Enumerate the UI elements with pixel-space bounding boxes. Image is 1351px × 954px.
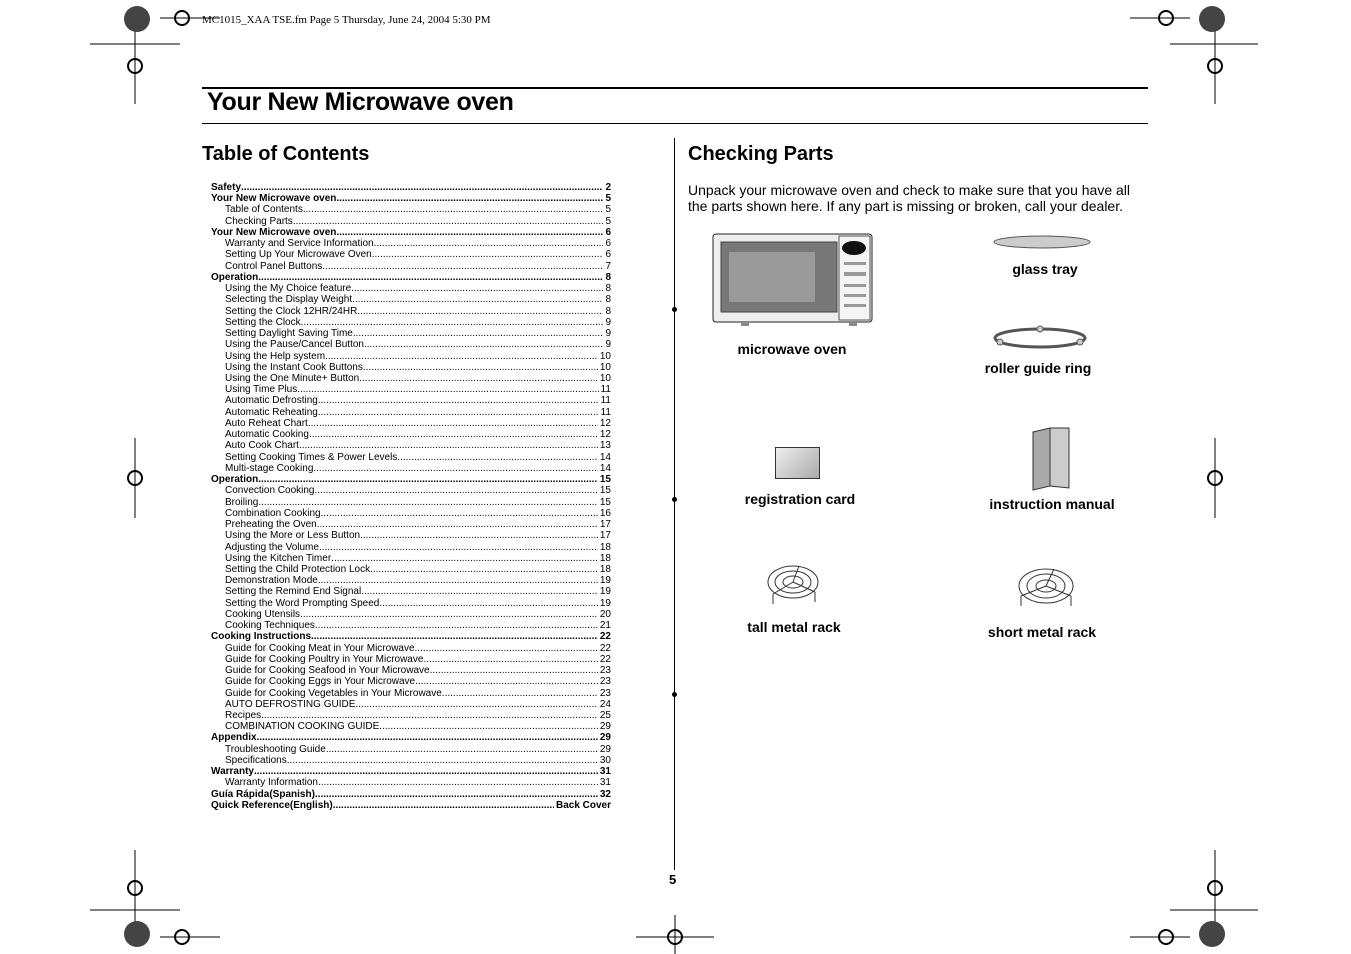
toc-entry-page: 6: [605, 249, 611, 261]
toc-entry[interactable]: [211, 620, 611, 631]
dot-leader: [355, 699, 597, 710]
dot-leader: [311, 631, 598, 642]
toc-entry[interactable]: [211, 777, 611, 788]
toc-entry-page: 15: [599, 485, 611, 497]
toc-entry-label: Using the Pause/Cancel Button: [225, 339, 364, 351]
toc-entry-label: Using the One Minute+ Button: [225, 372, 360, 384]
microwave-oven-label: microwave oven: [737, 341, 847, 357]
toc-entry-page: 5: [605, 204, 611, 216]
toc-entry-page: 29: [599, 732, 611, 744]
toc-entry-page: 5: [605, 193, 611, 205]
dot-leader: [322, 261, 603, 272]
toc-entry[interactable]: [211, 542, 611, 553]
toc-entry[interactable]: [211, 306, 611, 317]
toc-heading: Table of Contents: [202, 143, 370, 165]
bullet-dot: [672, 692, 677, 697]
toc-entry-label: Your New Microwave oven: [211, 226, 337, 238]
dot-leader: [361, 586, 598, 597]
microwave-oven-image: [711, 232, 875, 328]
dot-leader: [257, 732, 598, 743]
toc-entry[interactable]: [211, 710, 611, 721]
toc-entry[interactable]: [211, 204, 611, 215]
short-metal-rack-image: [1016, 566, 1076, 610]
tall-metal-rack-label: tall metal rack: [747, 619, 841, 635]
dot-leader: [357, 306, 603, 317]
dot-leader: [318, 407, 599, 418]
toc-entry-label: Setting Cooking Times & Power Levels: [225, 451, 398, 463]
toc-entry-label: Using the Instant Cook Buttons: [225, 361, 363, 373]
dot-leader: [261, 710, 598, 721]
toc-entry[interactable]: [211, 373, 611, 384]
toc-entry-label: Selecting the Display Weight: [225, 294, 353, 306]
toc-entry-label: Setting the Clock 12HR/24HR: [225, 305, 358, 317]
dot-leader: [313, 463, 598, 474]
toc-entry-page: 11: [600, 406, 611, 418]
toc-entry[interactable]: [211, 485, 611, 496]
toc-entry-page: 29: [599, 721, 611, 733]
toc-entry-page: 22: [599, 631, 611, 643]
dot-leader: [415, 643, 598, 654]
toc-entry-label: Cooking Techniques: [225, 620, 315, 632]
toc-entry-label: Your New Microwave oven: [211, 193, 337, 205]
toc-entry-label: COMBINATION COOKING GUIDE: [225, 721, 380, 733]
toc-entry-label: Setting the Remind End Signal: [225, 586, 362, 598]
dot-leader: [397, 452, 598, 463]
toc-entry[interactable]: [211, 317, 611, 328]
glass-tray-image: [991, 233, 1093, 251]
toc-entry-page: 11: [600, 384, 611, 396]
toc-entry-label: Guide for Cooking Meat in Your Microwave: [225, 642, 415, 654]
dot-leader: [326, 744, 598, 755]
dot-leader: [299, 440, 598, 451]
dot-leader: [331, 553, 598, 564]
dot-leader: [300, 609, 598, 620]
instruction-manual-label: instruction manual: [989, 496, 1115, 512]
toc-entry[interactable]: [211, 721, 611, 732]
toc-entry-page: 18: [599, 541, 611, 553]
dot-leader: [370, 564, 598, 575]
toc-entry-page: 5: [605, 215, 611, 227]
toc-entry-page: 32: [599, 788, 611, 800]
toc-entry[interactable]: [211, 732, 611, 743]
toc-entry-page: 22: [599, 642, 611, 654]
dot-leader: [315, 620, 598, 631]
dot-leader: [241, 182, 603, 193]
toc-entry-label: Cooking Utensils: [225, 608, 301, 620]
registration-card-image: [775, 447, 820, 479]
glass-tray-label: glass tray: [1012, 261, 1078, 277]
toc-entry[interactable]: [211, 429, 611, 440]
dot-leader: [293, 216, 604, 227]
toc-entry-label: Auto Cook Chart: [225, 440, 299, 452]
toc-entry-label: Multi-stage Cooking: [225, 462, 314, 474]
toc-entry-label: Recipes: [225, 710, 262, 722]
toc-entry[interactable]: [211, 631, 611, 642]
dot-leader: [258, 272, 603, 283]
dot-leader: [379, 721, 598, 732]
toc-entry-page: 16: [599, 507, 611, 519]
dot-leader: [319, 542, 598, 553]
toc-entry-label: Specifications: [225, 754, 287, 766]
toc-entry-page: 10: [599, 361, 611, 373]
toc-entry-label: Setting Up Your Microwave Oven: [225, 249, 372, 261]
toc-entry-page: 15: [599, 474, 611, 486]
toc-entry[interactable]: [211, 249, 611, 260]
toc-entry-label: Guide for Cooking Vegetables in Your Microwave: [225, 687, 442, 699]
toc-entry-label: Troubleshooting Guide: [225, 743, 326, 755]
toc-entry-page: 19: [599, 597, 611, 609]
dot-leader: [352, 294, 603, 305]
toc-entry-page: 23: [599, 676, 611, 688]
toc-entry[interactable]: [211, 699, 611, 710]
toc-entry-page: 10: [599, 372, 611, 384]
toc-entry-label: Setting the Clock: [225, 316, 301, 328]
toc-entry[interactable]: [211, 238, 611, 249]
dot-leader: [321, 508, 598, 519]
toc-entry-label: Warranty Information: [225, 777, 318, 789]
roller-guide-ring-image: [991, 322, 1089, 352]
toc-entry[interactable]: [211, 463, 611, 474]
dot-leader: [297, 384, 598, 395]
toc-entry-label: Demonstration Mode: [225, 575, 318, 587]
checking-parts-heading: Checking Parts: [688, 143, 834, 165]
toc-entry-page: 11: [600, 395, 611, 407]
toc-entry-page: 6: [605, 226, 611, 238]
toc-entry[interactable]: [211, 351, 611, 362]
toc-entry-label: Checking Parts: [225, 215, 293, 227]
toc-entry-page: 23: [599, 687, 611, 699]
toc-entry-page: 6: [605, 238, 611, 250]
dot-leader: [336, 227, 603, 238]
toc-entry[interactable]: [211, 227, 611, 238]
toc-entry-page: 25: [599, 710, 611, 722]
dot-leader: [287, 755, 598, 766]
toc-entry-page: 17: [599, 519, 611, 531]
toc-entry[interactable]: [211, 789, 611, 800]
toc-entry[interactable]: [211, 283, 611, 294]
toc-entry[interactable]: [211, 395, 611, 406]
toc-entry[interactable]: [211, 339, 611, 350]
toc-entry[interactable]: [211, 261, 611, 272]
dot-leader: [315, 485, 598, 496]
dot-leader: [258, 497, 598, 508]
toc-entry-page: 17: [599, 530, 611, 542]
toc-entry[interactable]: [211, 598, 611, 609]
toc-entry-page: 13: [599, 440, 611, 452]
toc-entry-label: Table of Contents: [225, 204, 303, 216]
toc-entry[interactable]: [211, 609, 611, 620]
short-metal-rack-label: short metal rack: [987, 624, 1097, 640]
toc-entry-page: 8: [605, 271, 611, 283]
dot-leader: [351, 283, 603, 294]
toc-entry-label: Guía Rápida(Spanish): [211, 788, 315, 800]
dot-leader: [317, 519, 598, 530]
toc-entry-page: 22: [599, 653, 611, 665]
toc-entry-label: Using Time Plus: [225, 384, 298, 396]
toc-entry-page: 8: [605, 305, 611, 317]
toc-entry[interactable]: [211, 586, 611, 597]
toc-entry-page: 18: [599, 552, 611, 564]
toc-entry-page: 12: [599, 417, 611, 429]
toc-entry[interactable]: [211, 643, 611, 654]
toc-entry[interactable]: [211, 564, 611, 575]
toc-entry-page: 10: [599, 350, 611, 362]
dot-leader: [318, 395, 599, 406]
toc-entry-label: Setting the Child Protection Lock: [225, 563, 371, 575]
toc-entry-page: Back Cover: [555, 799, 611, 811]
toc-entry[interactable]: [211, 272, 611, 283]
toc-entry[interactable]: [211, 755, 611, 766]
checking-parts-intro: Unpack your microwave oven and check to make sure that you have all the parts shown here. If any part is missing or broken, call your dealer.: [688, 182, 1131, 214]
dot-leader: [359, 373, 598, 384]
toc-entry-label: Adjusting the Volume: [225, 541, 319, 553]
toc-entry-label: Convection Cooking: [225, 485, 315, 497]
bullet-dot: [672, 307, 677, 312]
toc-entry[interactable]: [211, 418, 611, 429]
toc-entry[interactable]: [211, 384, 611, 395]
dot-leader: [318, 777, 598, 788]
toc-entry-label: Preheating the Oven: [225, 519, 317, 531]
toc-entry[interactable]: [211, 665, 611, 676]
dot-leader: [309, 429, 598, 440]
dot-leader: [430, 665, 598, 676]
toc-entry[interactable]: [211, 744, 611, 755]
toc-entry[interactable]: [211, 328, 611, 339]
toc-entry-page: 14: [599, 451, 611, 463]
toc-entry-label: Combination Cooking: [225, 507, 321, 519]
toc-entry-label: Guide for Cooking Poultry in Your Microwave: [225, 653, 424, 665]
dot-leader: [315, 789, 598, 800]
table-of-contents: [211, 182, 611, 811]
dot-leader: [301, 317, 604, 328]
dot-leader: [360, 530, 598, 541]
dot-leader: [333, 800, 554, 811]
toc-entry[interactable]: [211, 519, 611, 530]
toc-entry-page: 20: [599, 608, 611, 620]
file-header-meta: MC1015_XAA TSE.fm Page 5 Thursday, June 24, 2004 5:30 PM: [202, 14, 491, 26]
toc-entry[interactable]: [211, 688, 611, 699]
toc-entry-page: 14: [599, 462, 611, 474]
title-rule-bottom: [202, 123, 1148, 124]
toc-entry-page: 24: [599, 698, 611, 710]
dot-leader: [353, 328, 604, 339]
dot-leader: [363, 362, 598, 373]
toc-entry[interactable]: [211, 407, 611, 418]
toc-entry-label: Automatic Cooking: [225, 429, 309, 441]
toc-entry[interactable]: [211, 497, 611, 508]
toc-entry[interactable]: [211, 766, 611, 777]
toc-entry-label: Automatic Defrosting: [225, 395, 318, 407]
dot-leader: [325, 351, 598, 362]
toc-entry-label: Guide for Cooking Eggs in Your Microwave: [225, 676, 416, 688]
dot-leader: [303, 204, 604, 215]
toc-entry[interactable]: [211, 474, 611, 485]
toc-entry-page: 31: [599, 766, 611, 778]
dot-leader: [336, 193, 603, 204]
toc-entry-page: 29: [599, 743, 611, 755]
toc-entry-label: Operation: [211, 474, 259, 486]
toc-entry[interactable]: [211, 452, 611, 463]
registration-card-label: registration card: [744, 491, 856, 507]
toc-entry-label: Automatic Reheating: [225, 406, 318, 418]
toc-entry-label: Operation: [211, 271, 259, 283]
toc-entry-label: Setting Daylight Saving Time: [225, 328, 353, 340]
toc-entry-label: Cooking Instructions: [211, 631, 311, 643]
dot-leader: [254, 766, 598, 777]
toc-entry[interactable]: [211, 575, 611, 586]
toc-entry[interactable]: [211, 553, 611, 564]
toc-entry-page: 9: [605, 328, 611, 340]
dot-leader: [442, 688, 598, 699]
bullet-dot: [672, 497, 677, 502]
dot-leader: [423, 654, 597, 665]
toc-entry[interactable]: [211, 508, 611, 519]
toc-entry-page: 30: [599, 754, 611, 766]
toc-entry-page: 7: [605, 260, 611, 272]
dot-leader: [318, 575, 598, 586]
toc-entry-label: Using the Kitchen Timer: [225, 552, 332, 564]
toc-entry-label: Guide for Cooking Seafood in Your Microwave: [225, 665, 430, 677]
toc-entry-page: 19: [599, 586, 611, 598]
dot-leader: [258, 474, 598, 485]
toc-entry-page: 12: [599, 429, 611, 441]
toc-entry[interactable]: [211, 440, 611, 451]
page-number: 5: [669, 872, 677, 887]
toc-entry[interactable]: [211, 216, 611, 227]
toc-entry[interactable]: [211, 193, 611, 204]
toc-entry-label: Using the Help system: [225, 350, 326, 362]
toc-entry-label: Broiling: [225, 496, 259, 508]
toc-entry-page: 19: [599, 575, 611, 587]
toc-entry-label: Using the My Choice feature: [225, 283, 352, 295]
toc-entry-page: 8: [605, 283, 611, 295]
dot-leader: [374, 238, 604, 249]
toc-entry[interactable]: [211, 800, 611, 811]
toc-entry-page: 18: [599, 563, 611, 575]
dot-leader: [379, 598, 598, 609]
toc-entry-label: Auto Reheat Chart: [225, 417, 308, 429]
toc-entry[interactable]: [211, 654, 611, 665]
toc-entry-page: 23: [599, 665, 611, 677]
toc-entry-label: Warranty and Service Information: [225, 238, 374, 250]
toc-entry[interactable]: [211, 530, 611, 541]
dot-leader: [372, 249, 604, 260]
dot-leader: [415, 676, 598, 687]
toc-entry-page: 9: [605, 316, 611, 328]
toc-entry-label: Quick Reference(English): [211, 799, 333, 811]
column-divider: [674, 138, 675, 870]
toc-entry-page: 8: [605, 294, 611, 306]
page-title: Your New Microwave oven: [207, 88, 514, 116]
toc-entry-page: 21: [599, 620, 611, 632]
toc-entry-page: 2: [605, 182, 611, 193]
toc-entry-label: Using the More or Less Button: [225, 530, 361, 542]
tall-metal-rack-image: [765, 562, 821, 606]
dot-leader: [308, 418, 598, 429]
toc-entry-label: AUTO DEFROSTING GUIDE: [225, 698, 356, 710]
toc-entry-label: Safety: [211, 182, 242, 193]
dot-leader: [364, 339, 603, 350]
roller-guide-ring-label: roller guide ring: [984, 360, 1092, 376]
toc-entry-page: 15: [599, 496, 611, 508]
toc-entry-page: 31: [599, 777, 611, 789]
toc-entry[interactable]: [211, 182, 611, 193]
toc-entry-label: Setting the Word Prompting Speed: [225, 597, 380, 609]
toc-entry-page: 9: [605, 339, 611, 351]
toc-entry-label: Warranty: [211, 766, 254, 778]
toc-entry[interactable]: [211, 676, 611, 687]
toc-entry[interactable]: [211, 362, 611, 373]
toc-entry[interactable]: [211, 294, 611, 305]
instruction-manual-image: [1030, 426, 1072, 492]
toc-entry-label: Appendix: [211, 732, 257, 744]
toc-entry-label: Control Panel Buttons: [225, 260, 323, 272]
